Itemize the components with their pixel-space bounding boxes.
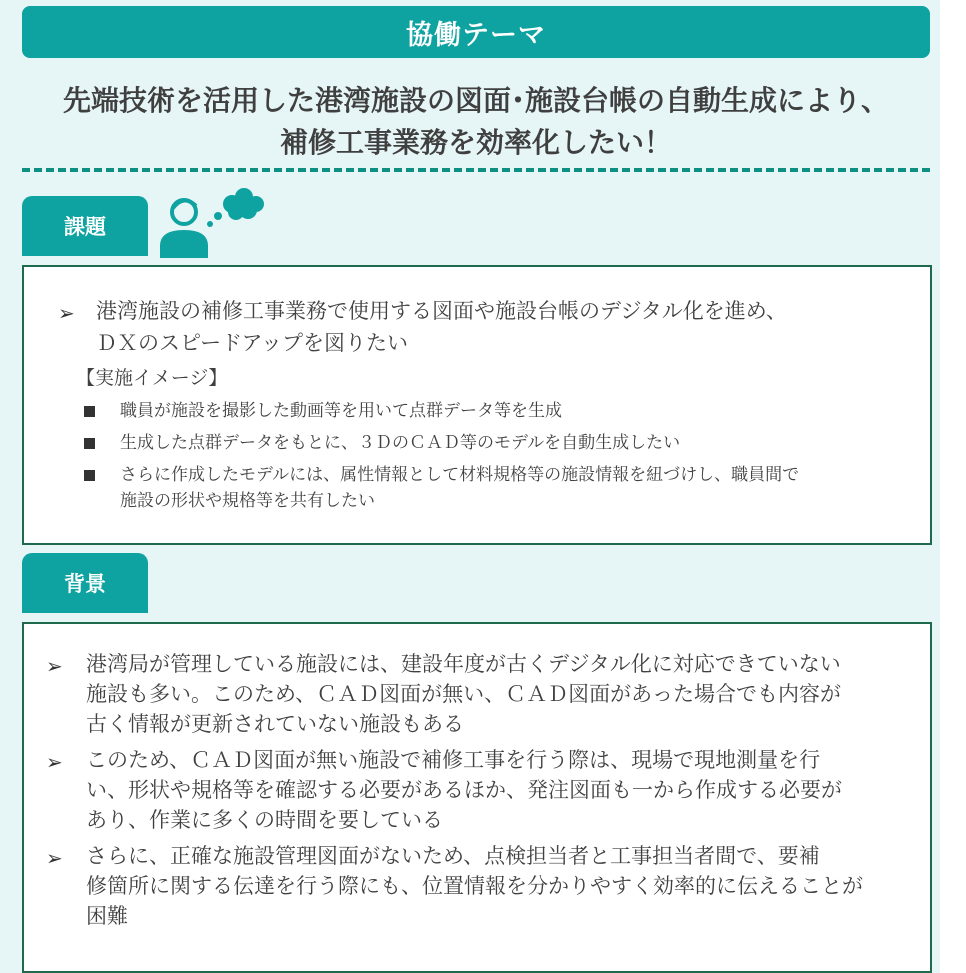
issue-tab-label: 課題	[64, 215, 106, 239]
headline	[22, 80, 930, 164]
background-box	[22, 622, 932, 973]
theme-title: 協働テーマ	[406, 19, 546, 51]
background-item-1-line-1: 港湾局が管理している施設には、建設年度が古くデジタル化に対応できていない	[86, 652, 841, 676]
headline-line-1: 先端技術を活用した港湾施設の図面･施設台帳の自動生成により、	[62, 84, 889, 117]
background-item-3-line-3: 困難	[86, 904, 128, 928]
bullet-square	[84, 470, 95, 481]
dashed-divider	[22, 168, 930, 172]
background-tab	[22, 553, 148, 613]
background-item-1-line-2: 施設も多い。このため、ＣＡＤ図面が無い、ＣＡＤ図面があった場合でも内容が	[86, 682, 841, 706]
background-item-2-line-3: あり、作業に多くの時間を要している	[86, 808, 443, 832]
background-item-2-line-1: このため、ＣＡＤ図面が無い施設で補修工事を行う際は、現場で現地測量を行	[86, 748, 821, 772]
bullet-square	[84, 406, 95, 417]
issue-image-heading: 【実施イメージ】	[76, 367, 228, 389]
background-marker-1: ➢	[46, 654, 63, 678]
right-edge	[940, 0, 966, 973]
issue-bullet-2: 生成した点群データをもとに、３ＤのＣＡＤ等のモデルを自動生成したい	[120, 433, 681, 453]
issue-bullet-1: 職員が施設を撮影した動画等を用いて点群データ等を生成	[120, 401, 562, 421]
background-item-1-line-3: 古く情報が更新されていない施設もある	[86, 712, 464, 736]
issue-tab	[22, 196, 148, 256]
issue-box	[22, 265, 932, 545]
issue-bullet-3-line-2: 施設の形状や規格等を共有したい	[120, 491, 375, 511]
issue-main-line-2: ＤＸのスピードアップを図りたい	[96, 331, 409, 355]
background-marker-2: ➢	[46, 750, 63, 774]
bullet-square	[84, 438, 95, 449]
headline-line-2: 補修工事業務を効率化したい！	[279, 126, 672, 159]
background-item-3-line-1: さらに、正確な施設管理図面がないため、点検担当者と工事担当者間で、要補	[86, 844, 820, 868]
issue-bullet-3-line-1: さらに作成したモデルには、属性情報として材料規格等の施設情報を紐づけし、職員間で	[120, 465, 800, 485]
background-marker-3: ➢	[46, 846, 63, 870]
person-thinking-icon	[156, 184, 266, 264]
background-item-2-line-2: い、形状や規格等を確認する必要があるほか、発注図面も一から作成する必要が	[86, 778, 842, 802]
issue-main-line-1: 港湾施設の補修工事業務で使用する図面や施設台帳のデジタル化を進め、	[96, 299, 787, 323]
issue-main-marker: ➢	[58, 301, 75, 325]
theme-header	[22, 6, 930, 58]
background-item-3-line-2: 修箇所に関する伝達を行う際にも、位置情報を分かりやすく効率的に伝えることが	[86, 874, 863, 898]
background-tab-label: 背景	[64, 572, 106, 596]
